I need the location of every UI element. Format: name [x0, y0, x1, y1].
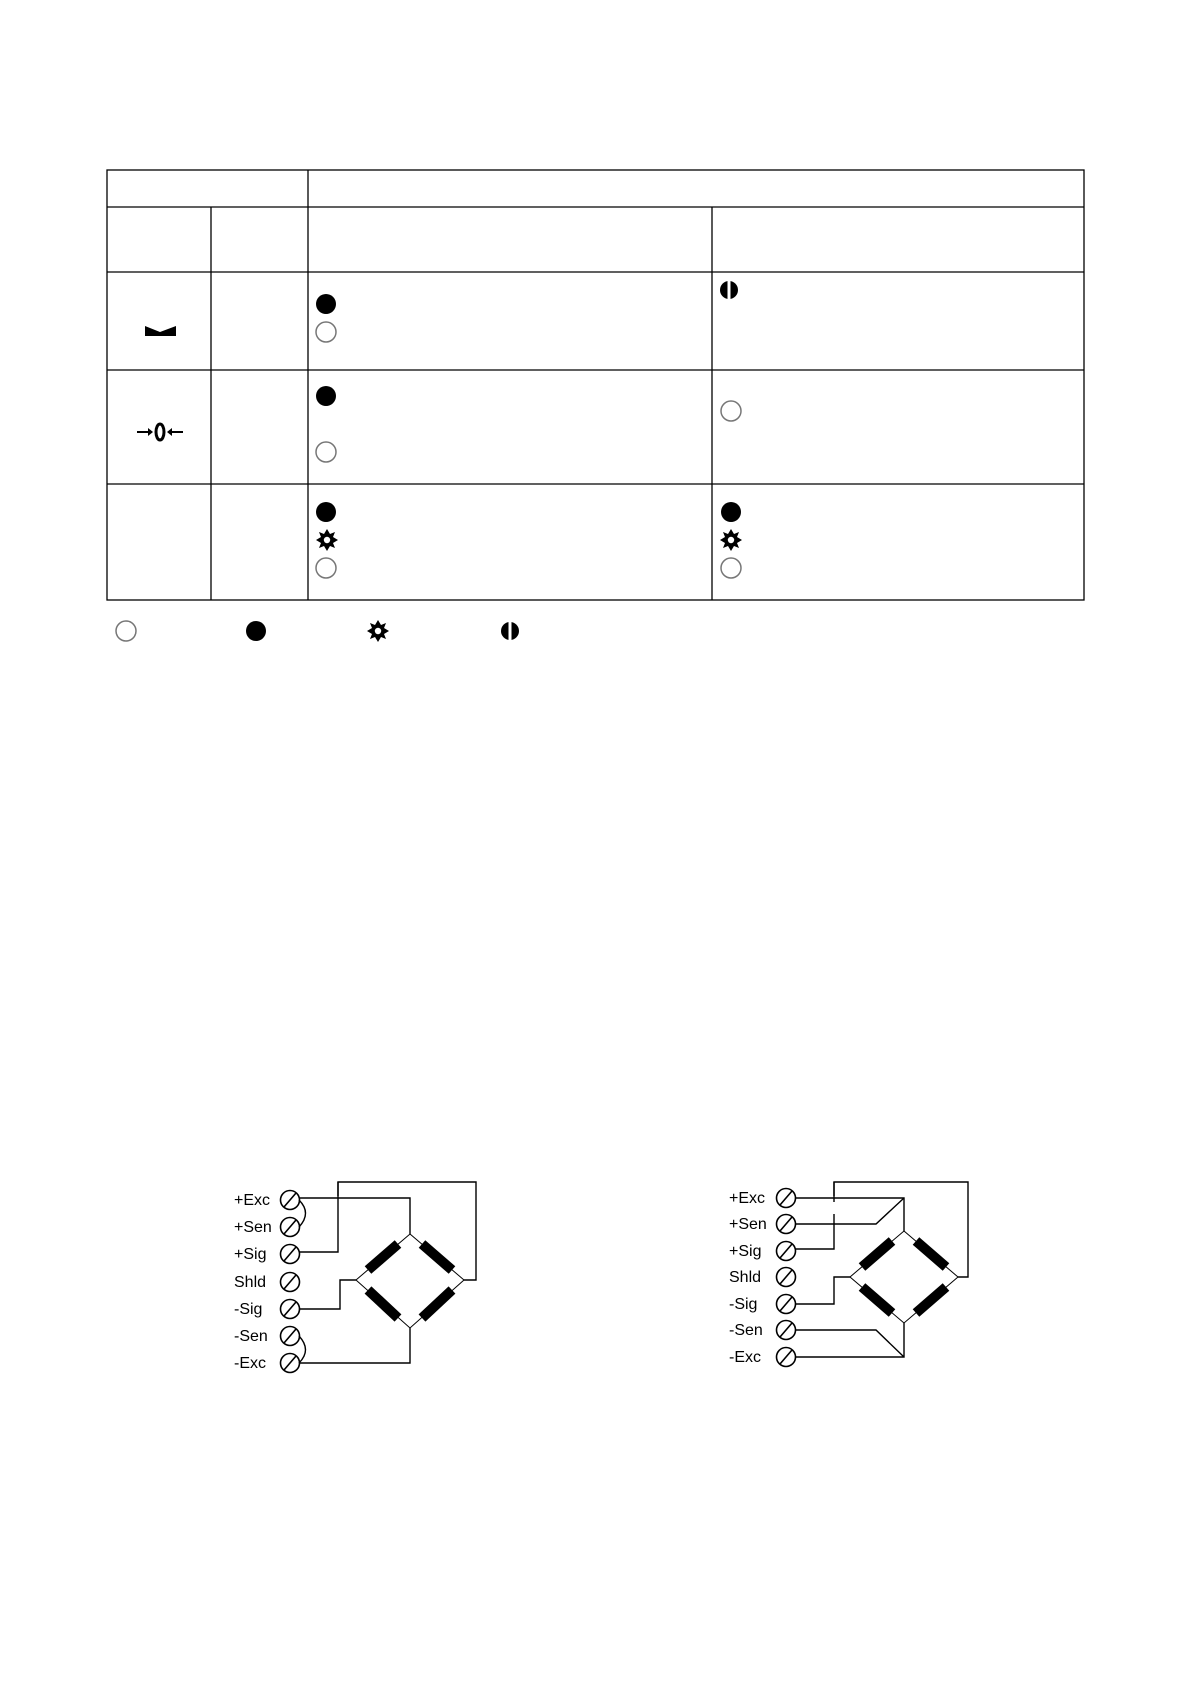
terminal-label: -Sig: [729, 1296, 758, 1313]
terminal-label: +Exc: [234, 1192, 271, 1209]
terminal-label: +Sen: [234, 1219, 272, 1236]
terminal-screw-icon: [281, 1191, 300, 1373]
terminal-label: +Exc: [729, 1190, 766, 1207]
terminal-label: +Sen: [729, 1216, 767, 1233]
terminal-label: -Sig: [234, 1301, 263, 1318]
terminal-label: -Exc: [729, 1349, 761, 1366]
terminal-label: -Exc: [234, 1355, 266, 1372]
wiring-diagram-4-wire: [729, 1182, 968, 1367]
terminal-label: Shld: [234, 1274, 267, 1291]
load-cell-bridge: [356, 1234, 464, 1328]
wiring-diagram-6-wire: [234, 1182, 476, 1373]
terminal-label: Shld: [729, 1269, 762, 1286]
terminal-label: -Sen: [729, 1322, 763, 1339]
terminal-screw-icon: [777, 1189, 796, 1367]
terminal-label: +Sig: [729, 1243, 762, 1260]
terminal-label: +Sig: [234, 1246, 267, 1263]
terminal-label: -Sen: [234, 1328, 268, 1345]
load-cell-bridge: [850, 1231, 958, 1323]
